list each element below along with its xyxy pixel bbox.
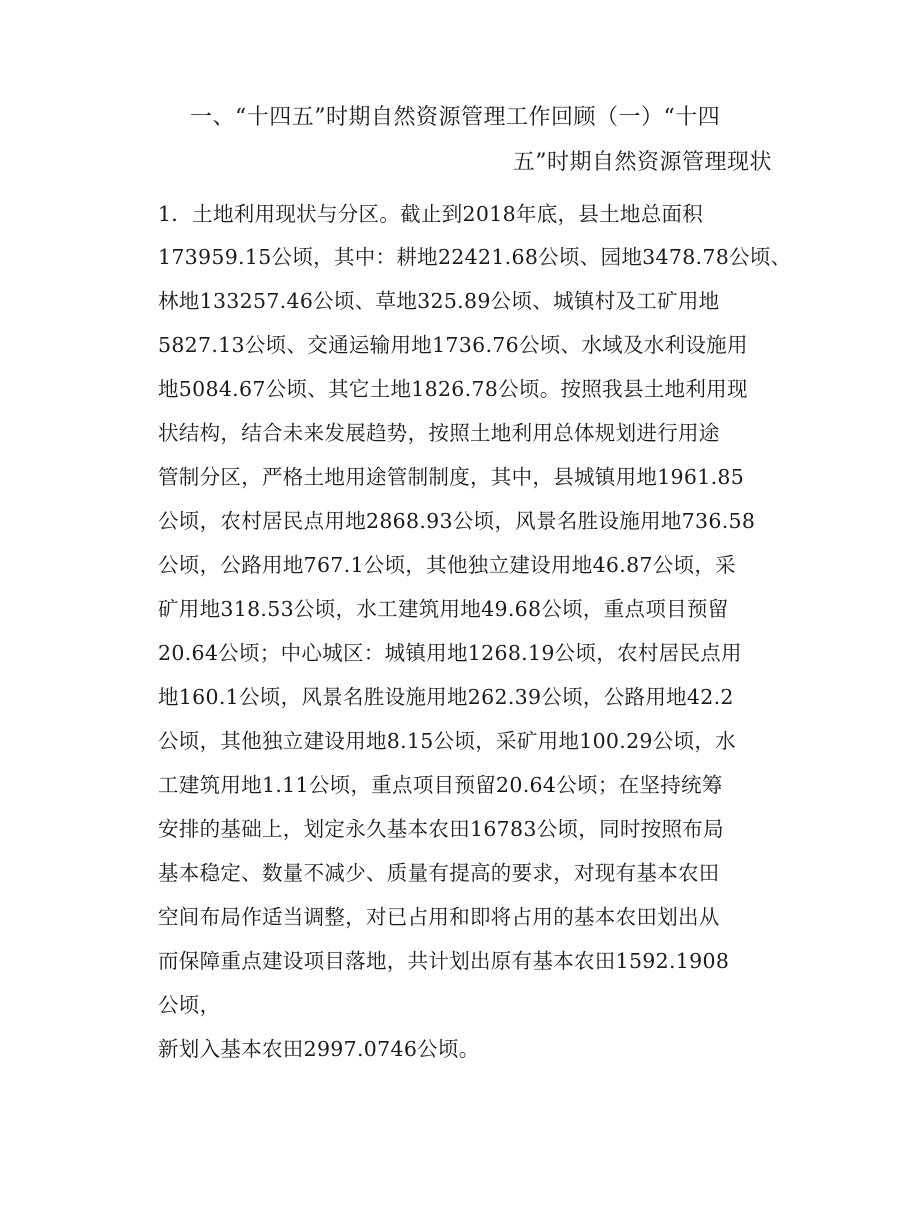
- paragraph-line: 空间布局作适当调整，对已占用和即将占用的基本农田划出从: [158, 905, 720, 929]
- paragraph-line: 而保障重点建设项目落地，共计划出原有基本农田1592.1908: [158, 949, 730, 973]
- paragraph-line: 地5084.67公顷、其它土地1826.78公顷。按照我县土地利用现: [158, 377, 748, 401]
- paragraph-line: 20.64公顷；中心城区：城镇用地1268.19公顷，农村居民点用: [158, 641, 742, 665]
- paragraph-line: 1．土地利用现状与分区。截止到2018年底，县土地总面积: [158, 202, 704, 226]
- paragraph-line: 工建筑用地1.11公顷，重点项目预留20.64公顷；在坚持统筹: [158, 773, 723, 797]
- paragraph-line: 公顷，公路用地767.1公顷，其他独立建设用地46.87公顷，采: [158, 553, 736, 577]
- paragraph-line: 管制分区，严格土地用途管制制度，其中，县城镇用地1961.85: [158, 465, 745, 489]
- paragraph-line: 公顷，农村居民点用地2868.93公顷，风景名胜设施用地736.58: [158, 509, 756, 533]
- paragraph-line: 基本稳定、数量不减少、质量有提高的要求，对现有基本农田: [158, 861, 720, 885]
- paragraph-line: 林地133257.46公顷、草地325.89公顷、城镇村及工矿用地: [158, 289, 720, 313]
- paragraph-line: 安排的基础上，划定永久基本农田16783公顷，同时按照布局: [158, 817, 724, 841]
- paragraph-line: 新划入基本农田2997.0746公顷。: [158, 1037, 480, 1061]
- paragraph-line: 公顷，: [158, 993, 221, 1017]
- paragraph-line: 173959.15公顷，其中：耕地22421.68公顷、园地3478.78公顷、: [158, 245, 792, 269]
- section-heading-line-2: 五”时期自然资源管理现状: [512, 150, 772, 175]
- paragraph-line: 矿用地318.53公顷，水工建筑用地49.68公顷，重点项目预留: [158, 597, 729, 621]
- paragraph-line: 地160.1公顷，风景名胜设施用地262.39公顷，公路用地42.2: [158, 685, 734, 709]
- section-heading-line-1: 一、“十四五”时期自然资源管理工作回顾（一）“十四: [190, 105, 721, 130]
- paragraph-line: 状结构，结合未来发展趋势，按照土地利用总体规划进行用途: [158, 421, 720, 445]
- paragraph-line: 5827.13公顷、交通运输用地1736.76公顷、水域及水利设施用: [158, 333, 748, 357]
- paragraph-line: 公顷，其他独立建设用地8.15公顷，采矿用地100.29公顷，水: [158, 729, 736, 753]
